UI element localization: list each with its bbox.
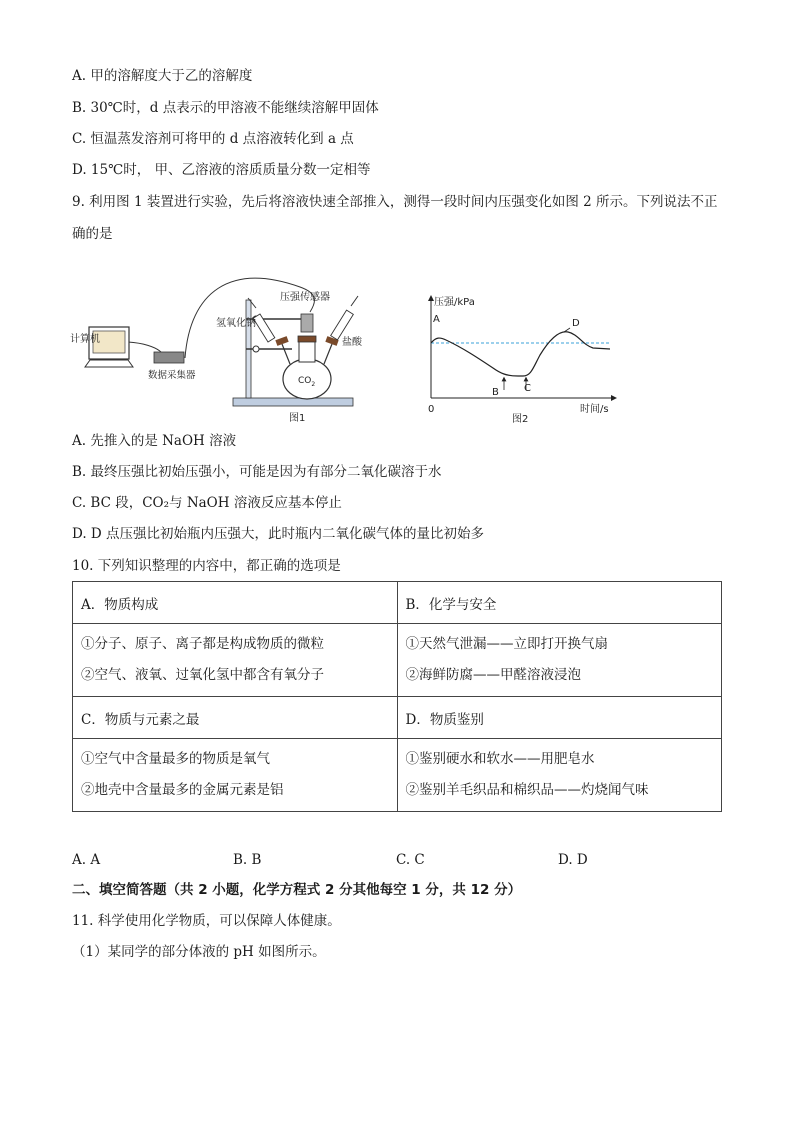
point-b: B — [492, 387, 499, 398]
label-hcl: 盐酸 — [342, 337, 362, 348]
cell-b-body — [397, 624, 722, 697]
cell-d-line-2: ②鉴别羊毛织品和棉织品——灼烧闻气味 — [405, 782, 649, 798]
point-a: A — [433, 314, 440, 325]
q10-stem: 10. 下列知识整理的内容中，都正确的选项是 — [72, 558, 341, 574]
q9-option-a: A. 先推入的是 NaOH 溶液 — [72, 433, 237, 449]
cell-a-line-2: ②空气、液氧、过氧化氢中都含有氧分子 — [81, 667, 324, 683]
q9-stem: 9. 利用图 1 装置进行实验，先后将溶液快速全部推入，测得一段时间内压强变化如图 2 所示。下列说法不正确的是 — [72, 194, 718, 242]
label-computer-1: 计算机 — [70, 334, 100, 345]
q8-option-c: C. 恒温蒸发溶剂可将甲的 d 点溶液转化到 a 点 — [72, 131, 354, 147]
figure-2-caption: 图2 — [512, 414, 529, 425]
computer-icon — [85, 327, 133, 367]
label-collector: 数据采集器 — [148, 370, 196, 381]
cell-c-line-1: ①空气中含量最多的物质是氧气 — [81, 751, 270, 767]
cell-a-line-1: ①分子、原子、离子都是构成物质的微粒 — [81, 636, 324, 652]
point-c: C — [524, 383, 531, 394]
cell-c-head: C．物质与元素之最 — [73, 697, 398, 739]
label-sensor: 压强传感器 — [280, 292, 330, 303]
figure-1-caption: 图1 — [289, 413, 306, 424]
label-co2: $CO_2$ — [298, 376, 316, 388]
cell-d-head: D．物质鉴别 — [397, 697, 722, 739]
q9-option-c: C. BC 段，CO₂与 NaOH 溶液反应基本停止 — [72, 495, 342, 511]
fig2-origin: 0 — [428, 404, 435, 415]
fig2-xlabel: 时间/s — [580, 404, 609, 415]
cell-c-body — [73, 739, 398, 812]
q8-option-b: B. 30℃时，d 点表示的甲溶液不能继续溶解甲固体 — [72, 100, 379, 116]
q8-option-d: D. 15℃时， 甲、乙溶液的溶质质量分数一定相等 — [72, 162, 371, 178]
q8-option-a: A. 甲的溶解度大于乙的溶解度 — [72, 68, 253, 84]
q9-option-d: D. D 点压强比初始瓶内压强大，此时瓶内二氧化碳气体的量比初始多 — [72, 526, 485, 542]
point-d: D — [572, 318, 580, 329]
fig2-ylabel: 压强/kPa — [434, 297, 475, 308]
figure-1-apparatus — [70, 272, 370, 430]
q9-option-b: B. 最终压强比初始压强小，可能是因为有部分二氧化碳溶于水 — [72, 464, 442, 480]
cell-b-head: B．化学与安全 — [397, 582, 722, 624]
q10-choice-b: B. B — [233, 852, 262, 868]
cell-a-head: A．物质构成 — [73, 582, 398, 624]
q10-choice-c: C. C — [396, 852, 425, 868]
cell-d-line-1: ①鉴别硬水和软水——用肥皂水 — [405, 751, 595, 767]
label-naoh: 氢氧化钠 — [216, 318, 256, 329]
figure-2-pressure-curve — [418, 290, 618, 430]
cell-b-line-1: ①天然气泄漏——立即打开换气扇 — [405, 636, 608, 652]
section-2-heading: 二、填空简答题（共 2 小题，化学方程式 2 分其他每空 1 分，共 12 分） — [72, 882, 522, 898]
cell-a-body — [73, 624, 398, 697]
q10-choice-a: A. A — [72, 852, 101, 868]
q10-choice-d: D. D — [558, 852, 588, 868]
cell-b-line-2: ②海鲜防腐——甲醛溶液浸泡 — [405, 667, 581, 683]
pressure-sensor-icon — [301, 314, 313, 332]
knowledge-table — [72, 581, 722, 812]
q11-sub1: （1）某同学的部分体液的 pH 如图所示。 — [72, 944, 326, 960]
cell-d-body — [397, 739, 722, 812]
q11-stem: 11. 科学使用化学物质，可以保障人体健康。 — [72, 913, 341, 929]
cell-c-line-2: ②地壳中含量最多的金属元素是铝 — [81, 782, 284, 798]
data-collector-icon — [154, 352, 184, 363]
